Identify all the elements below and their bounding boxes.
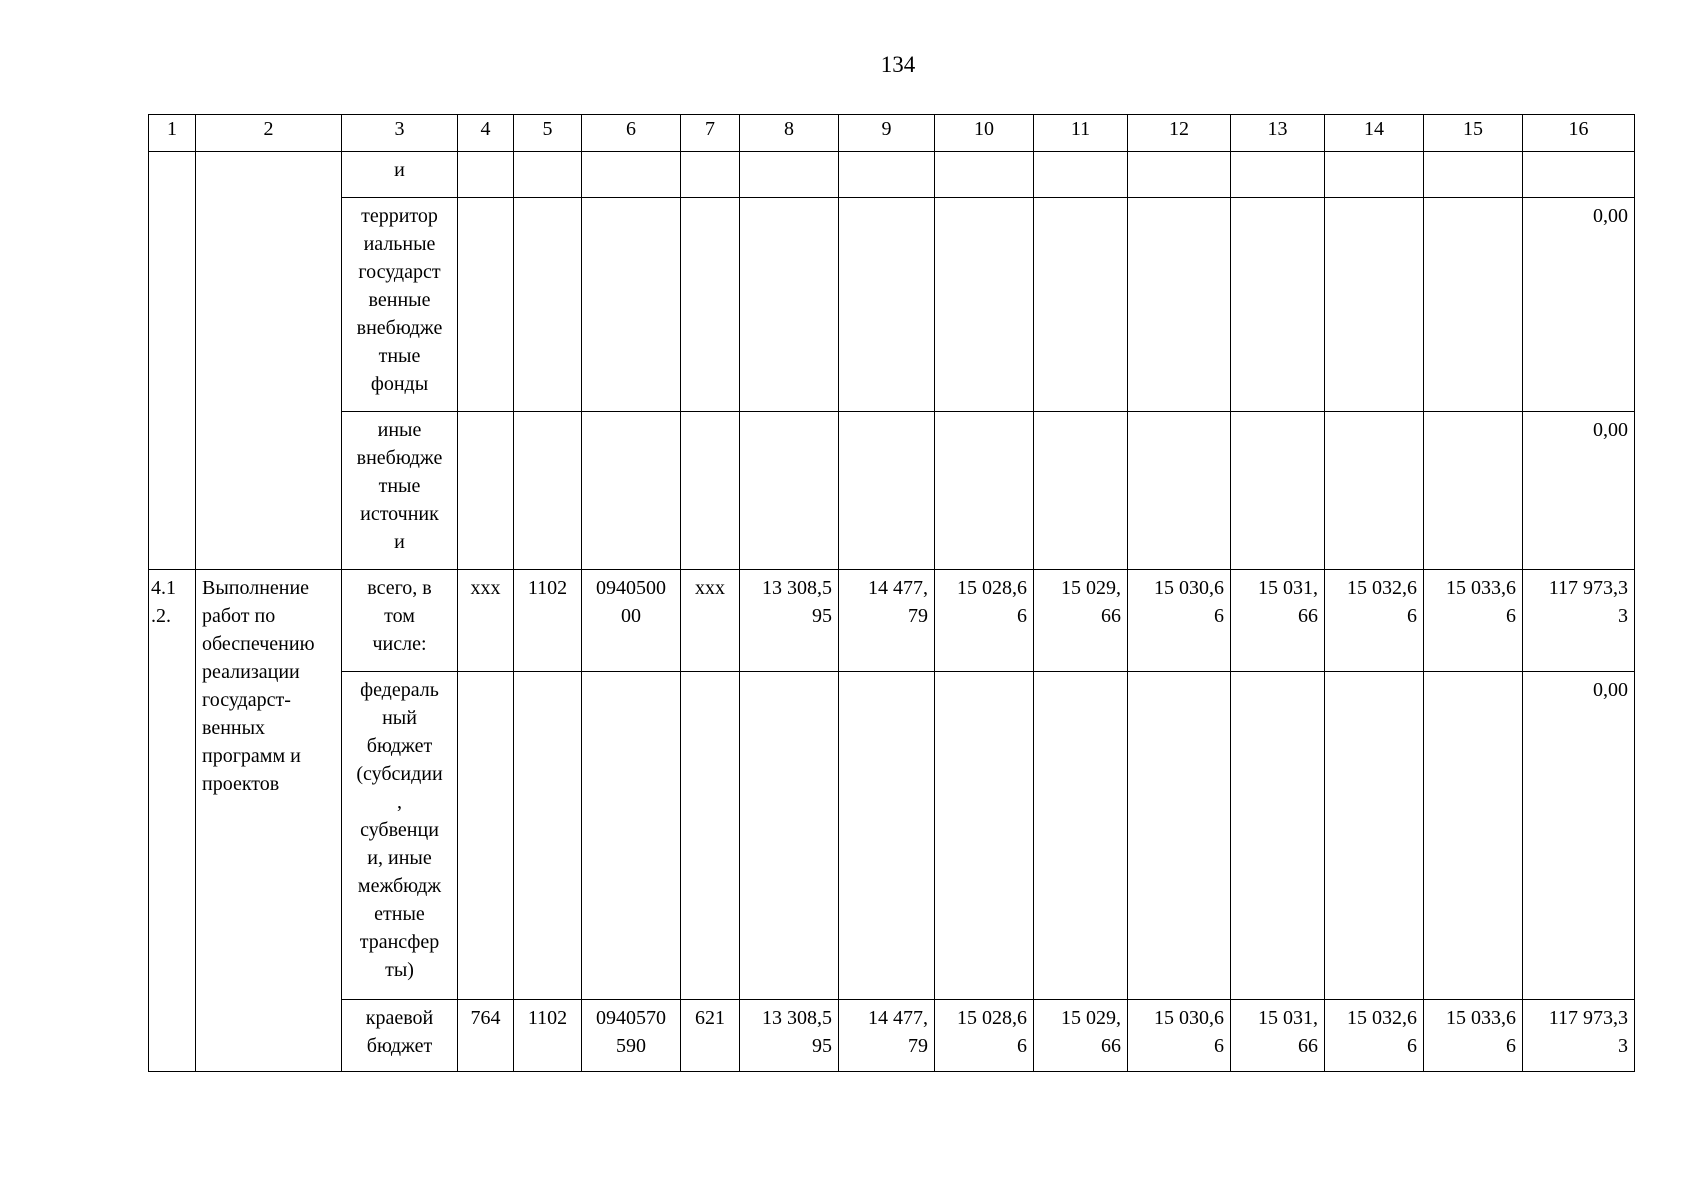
amount-cell: 13 308,5 95 xyxy=(740,570,839,672)
header-cell: 10 xyxy=(935,115,1034,152)
header-cell: 2 xyxy=(196,115,342,152)
amount-cell: 15 030,6 6 xyxy=(1128,570,1231,672)
source-cell: краевой бюджет xyxy=(342,1000,458,1072)
source-cell: иные внебюдже тные источник и xyxy=(342,412,458,570)
amount-cell: 14 477, 79 xyxy=(839,1000,935,1072)
total-cell: 117 973,3 3 xyxy=(1523,1000,1635,1072)
target-code-cell: 0940500 00 xyxy=(582,570,681,672)
amount-cell: 15 032,6 6 xyxy=(1325,570,1424,672)
section-code-cell: 1102 xyxy=(514,570,582,672)
header-cell: 1 xyxy=(149,115,196,152)
item-number-cell xyxy=(149,152,196,570)
table-row xyxy=(149,412,1635,570)
page-number: 134 xyxy=(880,52,916,77)
amount-cell: 15 028,6 6 xyxy=(935,570,1034,672)
header-cell: 13 xyxy=(1231,115,1325,152)
total-cell: 0,00 xyxy=(1523,198,1635,412)
item-number-cell: 4.1 .2. xyxy=(149,570,196,1072)
total-cell: 0,00 xyxy=(1523,412,1635,570)
table-row xyxy=(149,198,1635,412)
amount-cell: 14 477, 79 xyxy=(839,570,935,672)
table-row xyxy=(149,672,1635,1000)
amount-cell: 15 028,6 6 xyxy=(935,1000,1034,1072)
header-cell: 5 xyxy=(514,115,582,152)
header-cell: 4 xyxy=(458,115,514,152)
header-cell: 12 xyxy=(1128,115,1231,152)
header-cell: 8 xyxy=(740,115,839,152)
header-cell: 11 xyxy=(1034,115,1128,152)
header-cell: 7 xyxy=(681,115,740,152)
header-cell: 6 xyxy=(582,115,681,152)
header-cell: 16 xyxy=(1523,115,1635,152)
source-cell: федераль ный бюджет (субсидии , субвенци и, иные межбюдж етные трансфер ты) xyxy=(342,672,458,1000)
expense-type-cell: 621 xyxy=(681,1000,740,1072)
target-code-cell: 0940570 590 xyxy=(582,1000,681,1072)
amount-cell: 15 032,6 6 xyxy=(1325,1000,1424,1072)
column-number-row xyxy=(149,115,1635,152)
header-cell: 15 xyxy=(1424,115,1523,152)
table-row xyxy=(149,1000,1635,1072)
budget-table xyxy=(148,114,1635,1072)
amount-cell: 15 029, 66 xyxy=(1034,570,1128,672)
total-cell: 117 973,3 3 xyxy=(1523,570,1635,672)
amount-cell: 13 308,5 95 xyxy=(740,1000,839,1072)
header-cell: 3 xyxy=(342,115,458,152)
amount-cell: 15 029, 66 xyxy=(1034,1000,1128,1072)
table-row xyxy=(149,570,1635,672)
total-cell: 0,00 xyxy=(1523,672,1635,1000)
amount-cell: 15 033,6 6 xyxy=(1424,570,1523,672)
source-cell: всего, в том числе: xyxy=(342,570,458,672)
section-code-cell: 1102 xyxy=(514,1000,582,1072)
admin-code-cell: ххх xyxy=(458,570,514,672)
amount-cell: 15 031, 66 xyxy=(1231,570,1325,672)
admin-code-cell: 764 xyxy=(458,1000,514,1072)
source-cell: территор иальные государст венные внебюдже тные фонды xyxy=(342,198,458,412)
amount-cell: 15 030,6 6 xyxy=(1128,1000,1231,1072)
expense-type-cell: ххх xyxy=(681,570,740,672)
amount-cell: 15 033,6 6 xyxy=(1424,1000,1523,1072)
item-name-cell: Выполнение работ по обеспечению реализации государст-венных программ и проектов xyxy=(196,570,342,1072)
header-cell: 14 xyxy=(1325,115,1424,152)
table-row xyxy=(149,152,1635,198)
amount-cell: 15 031, 66 xyxy=(1231,1000,1325,1072)
source-cell: и xyxy=(342,152,458,198)
header-cell: 9 xyxy=(839,115,935,152)
item-name-cell xyxy=(196,152,342,570)
